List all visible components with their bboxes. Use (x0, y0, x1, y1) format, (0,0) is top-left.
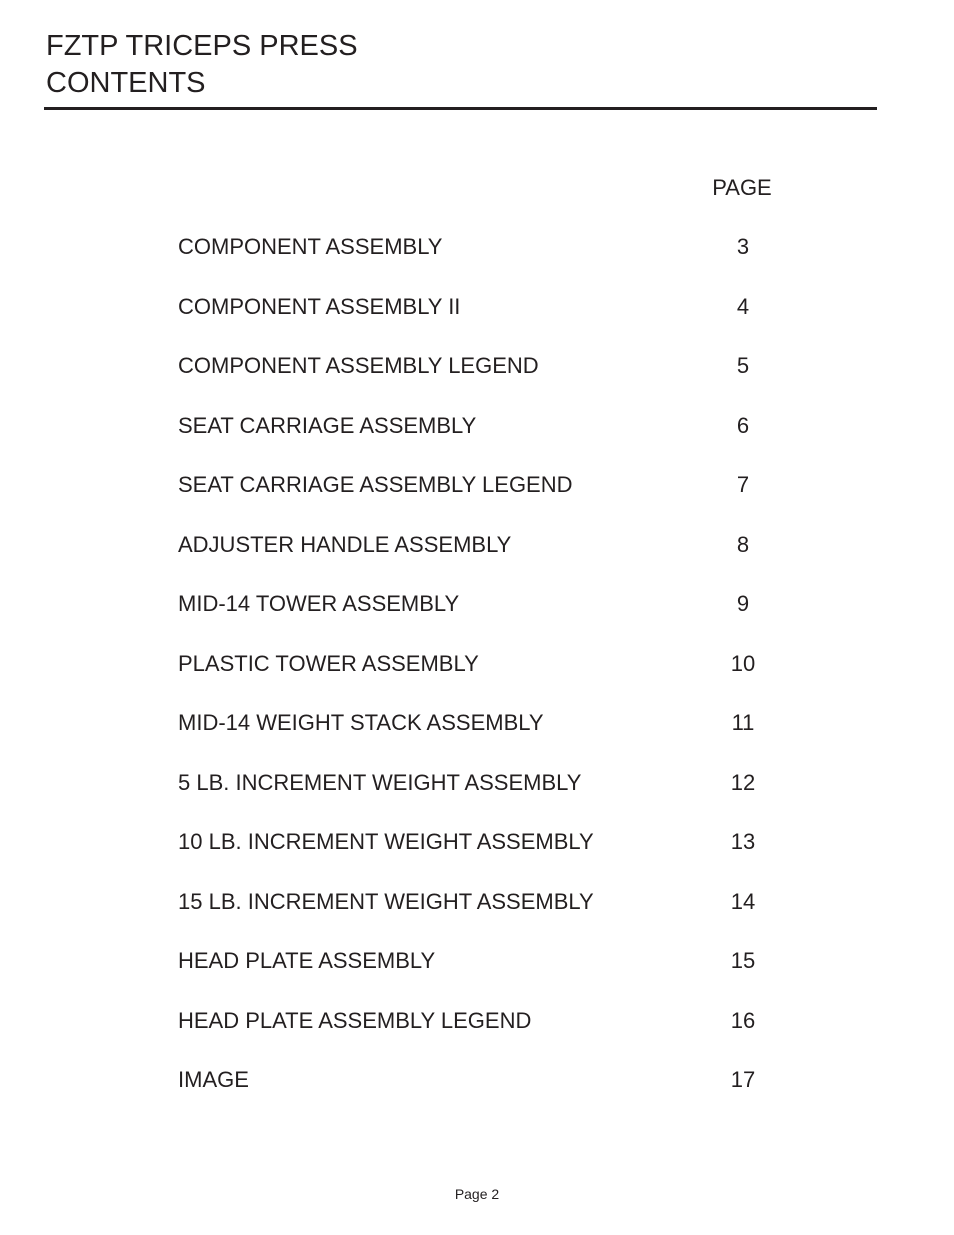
toc-entry[interactable] (0, 1069, 954, 1129)
toc-entry-page: 4 (736, 293, 750, 319)
toc-entry-title: COMPONENT ASSEMBLY II (178, 293, 461, 319)
page-column-header: PAGE (712, 175, 772, 200)
toc-entry[interactable] (0, 712, 954, 772)
toc-entry-title: IMAGE (178, 1067, 249, 1092)
toc-entry[interactable] (0, 293, 954, 356)
toc-entry[interactable] (0, 1007, 954, 1070)
toc-entry-title: 5 LB. INCREMENT WEIGHT ASSEMBLY (178, 769, 582, 795)
toc-entry-title: HEAD PLATE ASSEMBLY (178, 948, 436, 973)
page-number-footer: Page 2 (454, 1186, 500, 1202)
toc-entry-title: HEAD PLATE ASSEMBLY LEGEND (178, 1007, 532, 1033)
toc-entry-page: 16 (730, 1007, 756, 1033)
toc-entry-title: MID-14 TOWER ASSEMBLY (178, 591, 460, 616)
toc-entry[interactable] (0, 650, 954, 713)
table-of-contents (0, 236, 954, 1129)
document-title: FZTP TRICEPS PRESS (46, 30, 358, 62)
toc-entry-title: COMPONENT ASSEMBLY LEGEND (178, 353, 539, 378)
toc-entry-title: COMPONENT ASSEMBLY (178, 234, 443, 259)
toc-entry-title: SEAT CARRIAGE ASSEMBLY (178, 412, 477, 438)
toc-entry-title: PLASTIC TOWER ASSEMBLY (178, 650, 479, 676)
toc-entry[interactable] (0, 593, 954, 653)
toc-entry-page: 17 (730, 1067, 756, 1092)
toc-entry-title: 10 LB. INCREMENT WEIGHT ASSEMBLY (178, 829, 594, 854)
toc-entry[interactable] (0, 412, 954, 475)
toc-entry[interactable] (0, 831, 954, 891)
toc-entry-page: 9 (736, 591, 750, 616)
toc-entry-title: SEAT CARRIAGE ASSEMBLY LEGEND (178, 472, 573, 497)
toc-entry-title: MID-14 WEIGHT STACK ASSEMBLY (178, 710, 544, 735)
toc-entry[interactable] (0, 236, 954, 296)
toc-entry-title: ADJUSTER HANDLE ASSEMBLY (178, 531, 512, 557)
toc-entry-page: 14 (730, 888, 756, 914)
document-subtitle: CONTENTS (46, 67, 206, 99)
toc-entry-page: 6 (736, 412, 750, 438)
toc-entry[interactable] (0, 769, 954, 832)
toc-entry-page: 11 (731, 710, 755, 735)
toc-entry-title: 15 LB. INCREMENT WEIGHT ASSEMBLY (178, 888, 594, 914)
toc-entry-page: 8 (736, 531, 750, 557)
header-rule (44, 107, 877, 110)
toc-entry-page: 10 (730, 650, 756, 676)
toc-entry[interactable] (0, 950, 954, 1010)
toc-entry[interactable] (0, 355, 954, 415)
toc-entry[interactable] (0, 474, 954, 534)
toc-entry-page: 3 (736, 234, 750, 259)
toc-entry-page: 5 (736, 353, 750, 378)
toc-entry-page: 12 (730, 769, 756, 795)
toc-entry[interactable] (0, 888, 954, 951)
toc-entry-page: 7 (736, 472, 750, 497)
toc-entry-page: 13 (730, 829, 756, 854)
toc-entry-page: 15 (730, 948, 756, 973)
toc-entry[interactable] (0, 531, 954, 594)
